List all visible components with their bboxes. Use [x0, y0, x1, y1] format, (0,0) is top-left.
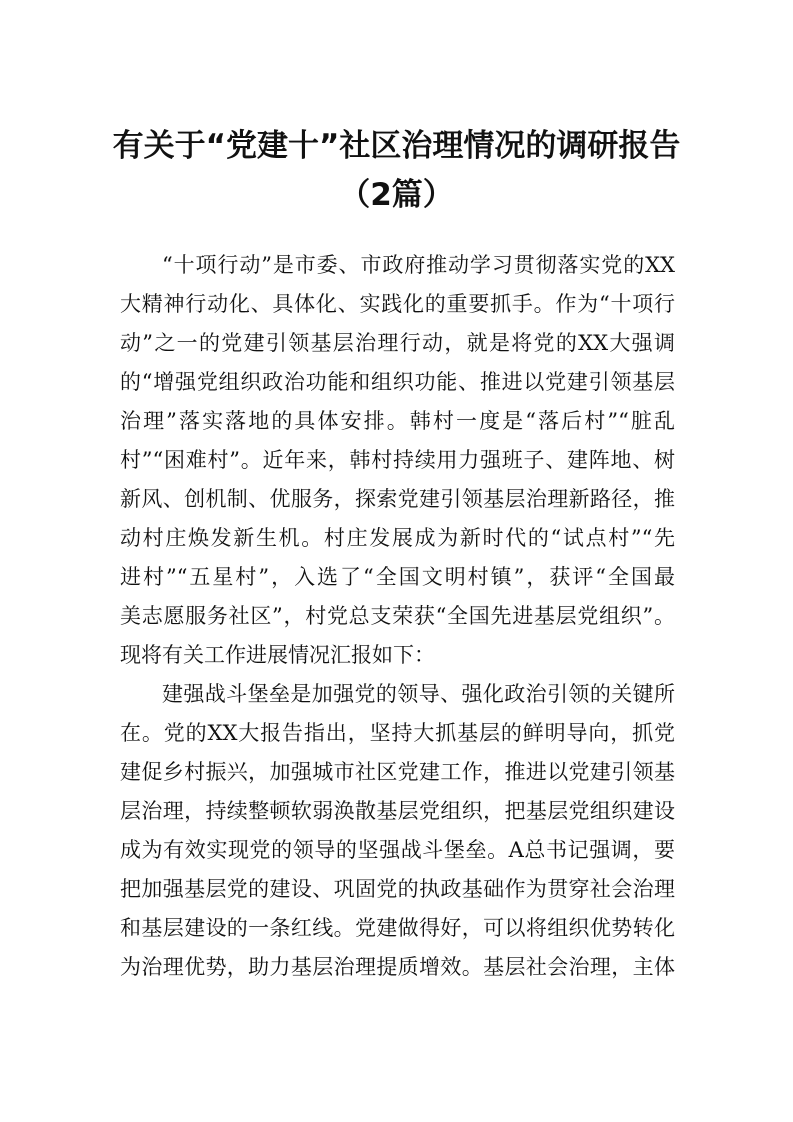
document-title: 有关于“党建十”社区治理情况的调研报告 [112, 128, 681, 164]
paragraph-2-line: 和基层建设的一条红线。党建做得好，可以将组织优势转化 [120, 916, 675, 940]
paragraph-1-line: 动村庄焕发新生机。村庄发展成为新时代的“试点村”“先 [120, 526, 675, 550]
paragraph-1-line: 新风、创机制、优服务，探索党建引领基层治理新路径，推 [120, 487, 675, 511]
paragraph-1-line: 治理”落实落地的具体安排。韩村一度是“落后村”“脏乱 [120, 409, 675, 433]
paragraph-2-line: 建促乡村振兴，加强城市社区党建工作，推进以党建引领基 [120, 760, 675, 784]
paragraph-2-line: 成为有效实现党的领导的坚强战斗堡垒。A总书记强调，要 [120, 838, 675, 862]
paragraph-1-line: 动”之一的党建引领基层治理行动，就是将党的XX大强调 [120, 331, 675, 355]
paragraph-2-line: 层治理，持续整顿软弱涣散基层党组织，把基层党组织建设 [120, 799, 675, 823]
document-subtitle: （2篇） [339, 177, 454, 213]
paragraph-1-line: “十项行动”是市委、市政府推动学习贯彻落实党的XX [162, 253, 675, 277]
paragraph-2-line: 在。党的XX大报告指出，坚持大抓基层的鲜明导向，抓党 [120, 721, 675, 745]
paragraph-2-line: 把加强基层党的建设、巩固党的执政基础作为贯穿社会治理 [120, 877, 675, 901]
paragraph-1-line: 大精神行动化、具体化、实践化的重要抓手。作为“十项行 [120, 292, 675, 316]
paragraph-1-line: 现将有关工作进展情况汇报如下： [120, 643, 435, 667]
paragraph-2-line: 建强战斗堡垒是加强党的领导、强化政治引领的关键所 [162, 682, 675, 706]
paragraph-1-line: 美志愿服务社区”，村党总支荣获“全国先进基层党组织”。 [120, 604, 675, 628]
paragraph-1-line: 的“增强党组织政治功能和组织功能、推进以党建引领基层 [120, 370, 675, 394]
paragraph-1-line: 村”“困难村”。近年来，韩村持续用力强班子、建阵地、树 [120, 448, 675, 472]
paragraph-1-line: 进村”“五星村”，入选了“全国文明村镇”，获评“全国最 [120, 565, 675, 589]
paragraph-2-line: 为治理优势，助力基层治理提质增效。基层社会治理，主体 [120, 955, 675, 979]
